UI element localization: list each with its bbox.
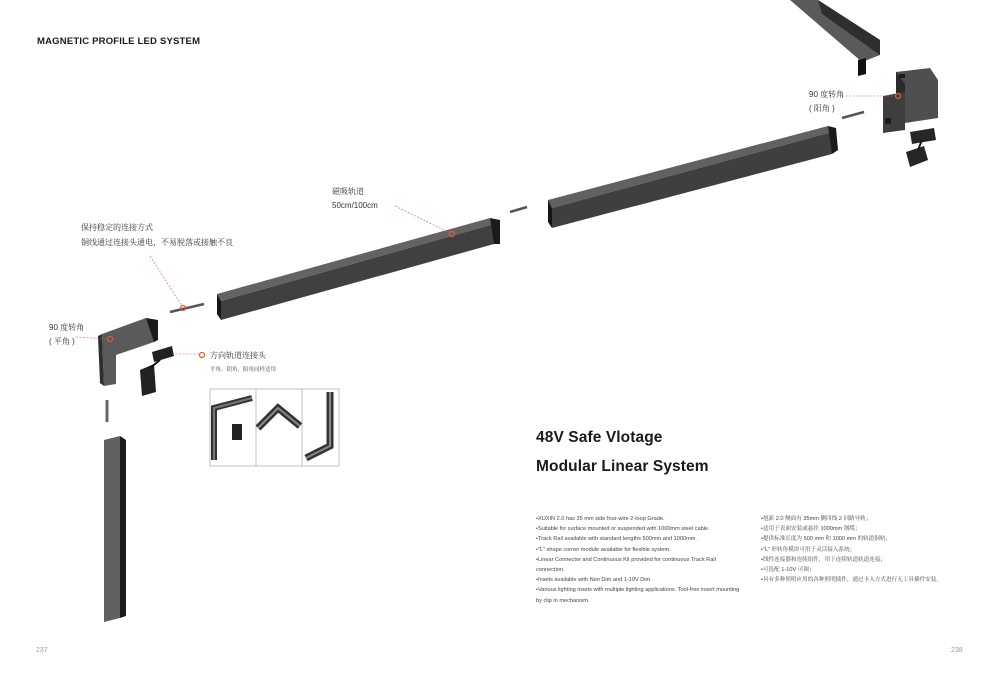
heading-line-2: Modular Linear System: [536, 458, 709, 475]
callout-line: 磁吸轨道: [332, 187, 364, 196]
feature-item: •Suitable for surface mounted or suspended with 1000mm steel cable.: [536, 526, 710, 533]
rail-top-right: [790, 0, 880, 76]
heading-line-1: 48V Safe Vlotage: [536, 429, 663, 446]
features-english: [536, 514, 739, 606]
features-chinese: [761, 514, 942, 585]
track-rail-right: [548, 126, 838, 228]
feature-item: •具有多种照明应用的各种照明插件，通过卡入方式进行无工具插件安装。: [761, 577, 942, 584]
callout-line: 50cm/100cm: [332, 201, 378, 210]
feature-item: •XUXIN 2.0 has 35 mm side four-wire 2-loop Grade.: [536, 516, 665, 522]
callout-lines: [76, 96, 896, 339]
gap-dash: [842, 112, 864, 118]
feature-item: •“L” 形转角模块可用于灵活接入系统；: [761, 546, 856, 553]
callout-line: 铜线通过连接头通电，不易脱落或接触不良: [81, 238, 233, 247]
feature-item: connection.: [536, 567, 565, 574]
page-number-left: 237: [36, 647, 48, 654]
page-header: MAGNETIC PROFILE LED SYSTEM: [37, 36, 201, 47]
feature-item: by clip in mechanism.: [536, 597, 590, 604]
callout-title: 方向轨道连接头: [210, 351, 266, 360]
feature-item: •提供标准长度为 500 mm 和 1000 mm 的轨道铜轨；: [761, 536, 892, 543]
callout-corner-outer: [809, 88, 844, 116]
track-rail-vertical: [104, 436, 126, 622]
callout-subtitle: 平角、阴角、阳角同样适用: [210, 367, 277, 373]
callout-track: [332, 185, 378, 213]
feature-item: •适用于表面安装或悬挂 1000mm 钢缆；: [761, 526, 861, 533]
feature-item: •"L" shape corner module available for flexible system.: [536, 546, 671, 553]
feature-item: •旭新 2.0 侧面有 35mm 侧四线 2 回路导轨；: [761, 516, 872, 522]
track-rail-middle: [217, 218, 500, 320]
feature-item: •Track Rail available with standard lengths 500mm and 1000mm .: [536, 536, 699, 543]
callout-line: ( 阳角 ): [809, 104, 835, 113]
callout-corner-flat: [49, 321, 84, 349]
callout-line: 保持稳定的连接方式: [81, 223, 153, 232]
callout-line: 90 度转角: [49, 323, 85, 332]
connector-small-top: [906, 128, 936, 167]
gap-dash: [170, 304, 204, 312]
feature-item: •Various lighting insets with multiple lighting applications. Tool-free insert mounting: [536, 587, 740, 594]
linear-connector: [140, 346, 205, 396]
feature-item: •可选配 1-10V 可调；: [761, 567, 815, 574]
page-number-right: 238: [951, 647, 963, 654]
feature-item: •Insets available with Non Dim and 1-10V Dim.: [536, 577, 652, 584]
callout-connection: [81, 220, 233, 250]
connector-detail-photo: [210, 389, 339, 466]
callout-connector: [210, 349, 276, 373]
corner-module-outer: [883, 68, 938, 133]
feature-item: •Linear Connector and Continuous Kit provided for continuous Track Rail: [536, 556, 716, 563]
gap-dash: [510, 207, 527, 212]
feature-item: •线性连接器和连续组件，用于连续轨道轨道连接；: [761, 556, 887, 563]
callout-line: 90 度转角: [809, 90, 845, 99]
callout-line: ( 平角 ): [49, 337, 75, 346]
